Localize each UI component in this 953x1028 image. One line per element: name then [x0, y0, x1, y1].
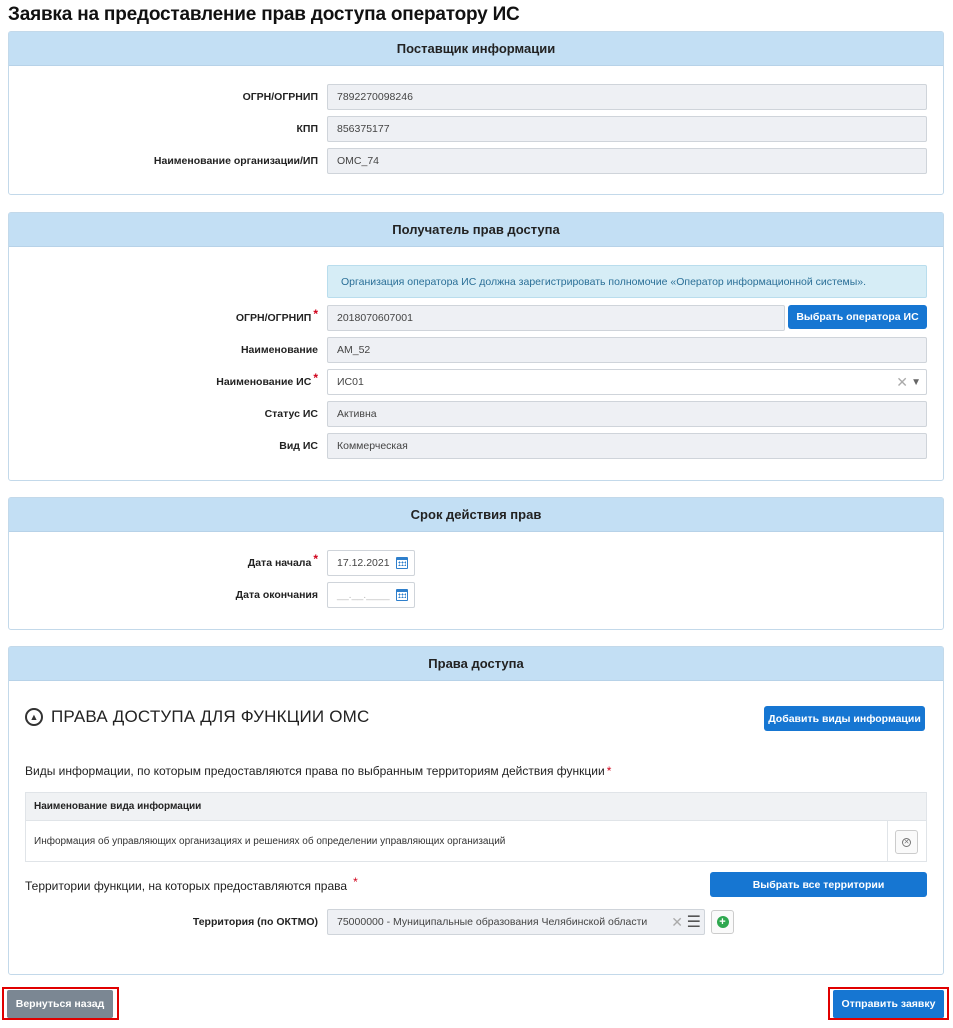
is-type-field: Коммерческая: [327, 433, 927, 459]
add-territory-button[interactable]: [711, 910, 734, 934]
provider-ogrn-field: 7892270098246: [327, 84, 927, 110]
page-title: Заявка на предоставление прав доступа оператору ИС: [8, 4, 520, 25]
add-info-types-button[interactable]: Добавить виды информации: [764, 706, 925, 731]
recipient-ogrn-field: 2018070607001: [327, 305, 785, 331]
recipient-is-status-row: [9, 401, 943, 427]
provider-name-label: Наименование организации/ИП: [153, 155, 318, 167]
required-mark: *: [606, 764, 612, 778]
end-date-placeholder: __.__.____: [337, 589, 390, 601]
territory-select[interactable]: [327, 909, 705, 935]
provider-ogrn-row: [9, 84, 943, 110]
list-menu-icon[interactable]: ☰: [686, 914, 701, 931]
required-mark: *: [313, 371, 318, 385]
clear-icon[interactable]: ✕: [671, 913, 683, 930]
back-button[interactable]: Вернуться назад: [7, 990, 113, 1018]
start-date-value: 17.12.2021: [337, 557, 390, 569]
table-row: [26, 821, 926, 861]
start-date-input[interactable]: [327, 550, 415, 576]
calendar-icon[interactable]: [396, 589, 408, 601]
provider-kpp-label: КПП: [296, 123, 318, 135]
recipient-is-status-label: Статус ИС: [264, 408, 318, 420]
recipient-is-type-row: [9, 433, 943, 459]
territory-row: [9, 909, 943, 935]
territory-value: 75000000 - Муниципальные образования Челябинской области: [337, 916, 648, 928]
info-types-heading: Виды информации, по которым предоставляются права по выбранным территориям действия функции *: [25, 764, 612, 778]
info-types-table: [25, 792, 927, 862]
rights-panel-header: Права доступа: [9, 647, 943, 681]
provider-name-field: ОМС_74: [327, 148, 927, 174]
provider-panel-header: Поставщик информации: [9, 32, 943, 66]
provider-kpp-row: [9, 116, 943, 142]
chevron-down-icon[interactable]: ▼: [911, 376, 921, 388]
start-date-row: [9, 550, 943, 576]
recipient-panel-header: Получатель прав доступа: [9, 213, 943, 247]
end-date-input[interactable]: [327, 582, 415, 608]
recipient-is-type-label: Вид ИС: [279, 440, 318, 452]
clear-icon[interactable]: ✕: [896, 373, 908, 390]
recipient-name-label: Наименование: [240, 344, 318, 356]
plus-icon: +: [717, 916, 729, 928]
start-date-label: Дата начала *: [247, 552, 318, 569]
end-date-row: [9, 582, 943, 608]
recipient-ogrn-label: ОГРН/ОГРНИП *: [235, 307, 318, 324]
recipient-panel: [8, 212, 944, 481]
required-mark: *: [353, 875, 358, 889]
recipient-is-name-row: [9, 369, 943, 395]
table-cell: Информация об управляющих организациях и решениях об определении управляющих организаций: [34, 835, 506, 847]
required-mark: *: [313, 552, 318, 566]
period-panel: [8, 497, 944, 630]
table-header: Наименование вида информации: [26, 793, 926, 821]
remove-icon: ✕: [903, 838, 910, 846]
recipient-name-row: [9, 337, 943, 363]
function-title-text: ПРАВА ДОСТУПА ДЛЯ ФУНКЦИИ ОМС: [51, 707, 370, 726]
provider-panel: [8, 31, 944, 195]
end-date-label: Дата окончания: [235, 589, 318, 601]
select-all-territories-button[interactable]: Выбрать все территории: [710, 872, 927, 897]
rights-panel: [8, 646, 944, 975]
provider-ogrn-label: ОГРН/ОГРНИП: [242, 91, 318, 103]
submit-button[interactable]: Отправить заявку: [833, 990, 944, 1018]
recipient-is-name-label: Наименование ИС *: [216, 371, 318, 388]
calendar-icon[interactable]: [396, 557, 408, 569]
choose-operator-button[interactable]: Выбрать оператора ИС: [788, 305, 927, 329]
provider-kpp-field: 856375177: [327, 116, 927, 142]
function-section-title[interactable]: [25, 707, 370, 727]
is-name-select-value: ИС01: [337, 376, 364, 388]
is-name-select[interactable]: [327, 369, 927, 395]
provider-name-row: [9, 148, 943, 174]
recipient-info-message: Организация оператора ИС должна зарегистрировать полномочие «Оператор информационной системы».: [327, 265, 927, 298]
collapse-chevron-icon[interactable]: ▲: [25, 708, 43, 726]
territories-heading: Территории функции, на которых предоставляются права *: [25, 875, 358, 893]
recipient-ogrn-row: [9, 305, 943, 331]
is-status-field: Активна: [327, 401, 927, 427]
recipient-name-field: АМ_52: [327, 337, 927, 363]
territory-label: Территория (по ОКТМО): [192, 916, 318, 928]
required-mark: *: [313, 307, 318, 321]
remove-row-button[interactable]: [895, 830, 918, 854]
period-panel-header: Срок действия прав: [9, 498, 943, 532]
